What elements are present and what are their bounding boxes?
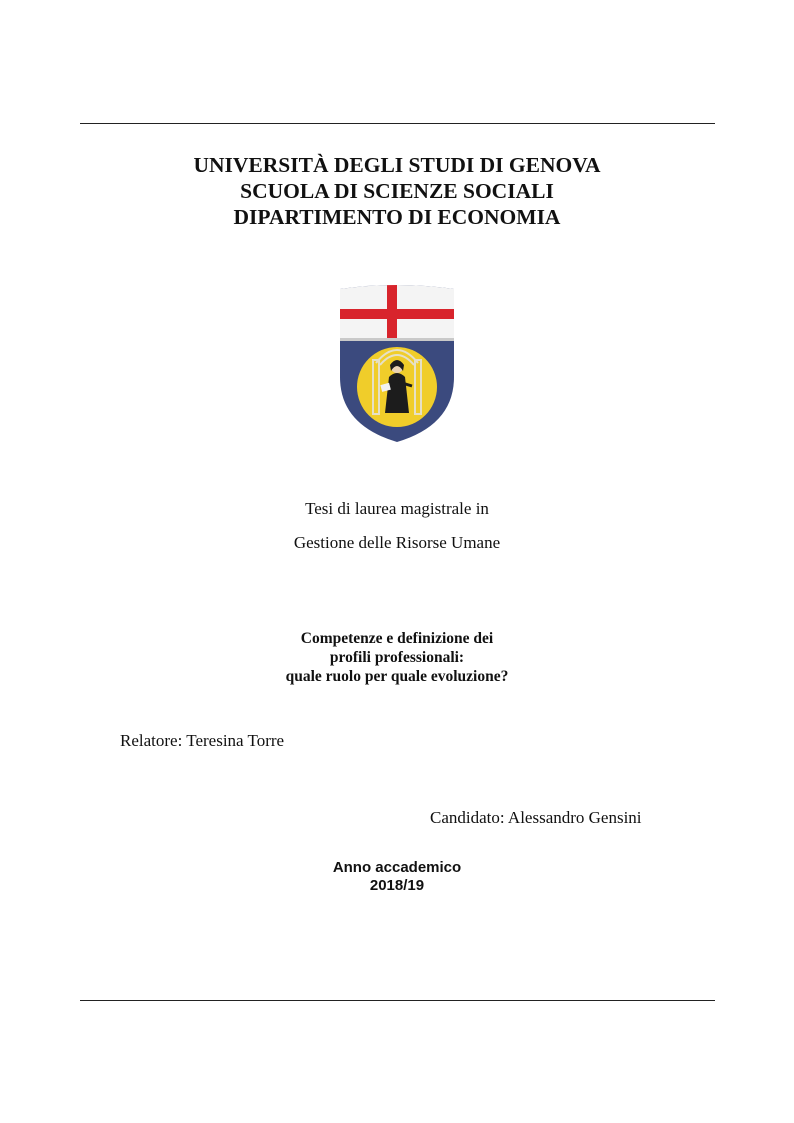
- top-rule: [80, 123, 715, 124]
- department-name: DIPARTIMENTO DI ECONOMIA: [233, 205, 561, 229]
- bottom-rule: [80, 1000, 715, 1001]
- title-line-1: Competenze e definizione dei: [300, 630, 494, 647]
- supervisor: Relatore: Teresina Torre: [120, 731, 285, 750]
- school-name: SCUOLA DI SCIENZE SOCIALI: [240, 179, 554, 203]
- title-line-2: profili professionali:: [329, 649, 465, 666]
- candidate: Candidato: Alessandro Gensini: [430, 808, 642, 827]
- university-name: UNIVERSITÀ DEGLI STUDI DI GENOVA: [193, 153, 601, 177]
- thesis-type: Tesi di laurea magistrale in: [305, 499, 489, 518]
- academic-year-value: 2018/19: [369, 877, 425, 894]
- university-crest-icon: [337, 285, 457, 443]
- thesis-title: [0, 629, 794, 686]
- title-line-3: quale ruolo per quale evoluzione?: [285, 668, 509, 685]
- degree-course: Gestione delle Risorse Umane: [293, 533, 501, 552]
- academic-year: [0, 859, 794, 895]
- header-block: [0, 152, 794, 230]
- academic-year-label: Anno accademico: [332, 859, 462, 876]
